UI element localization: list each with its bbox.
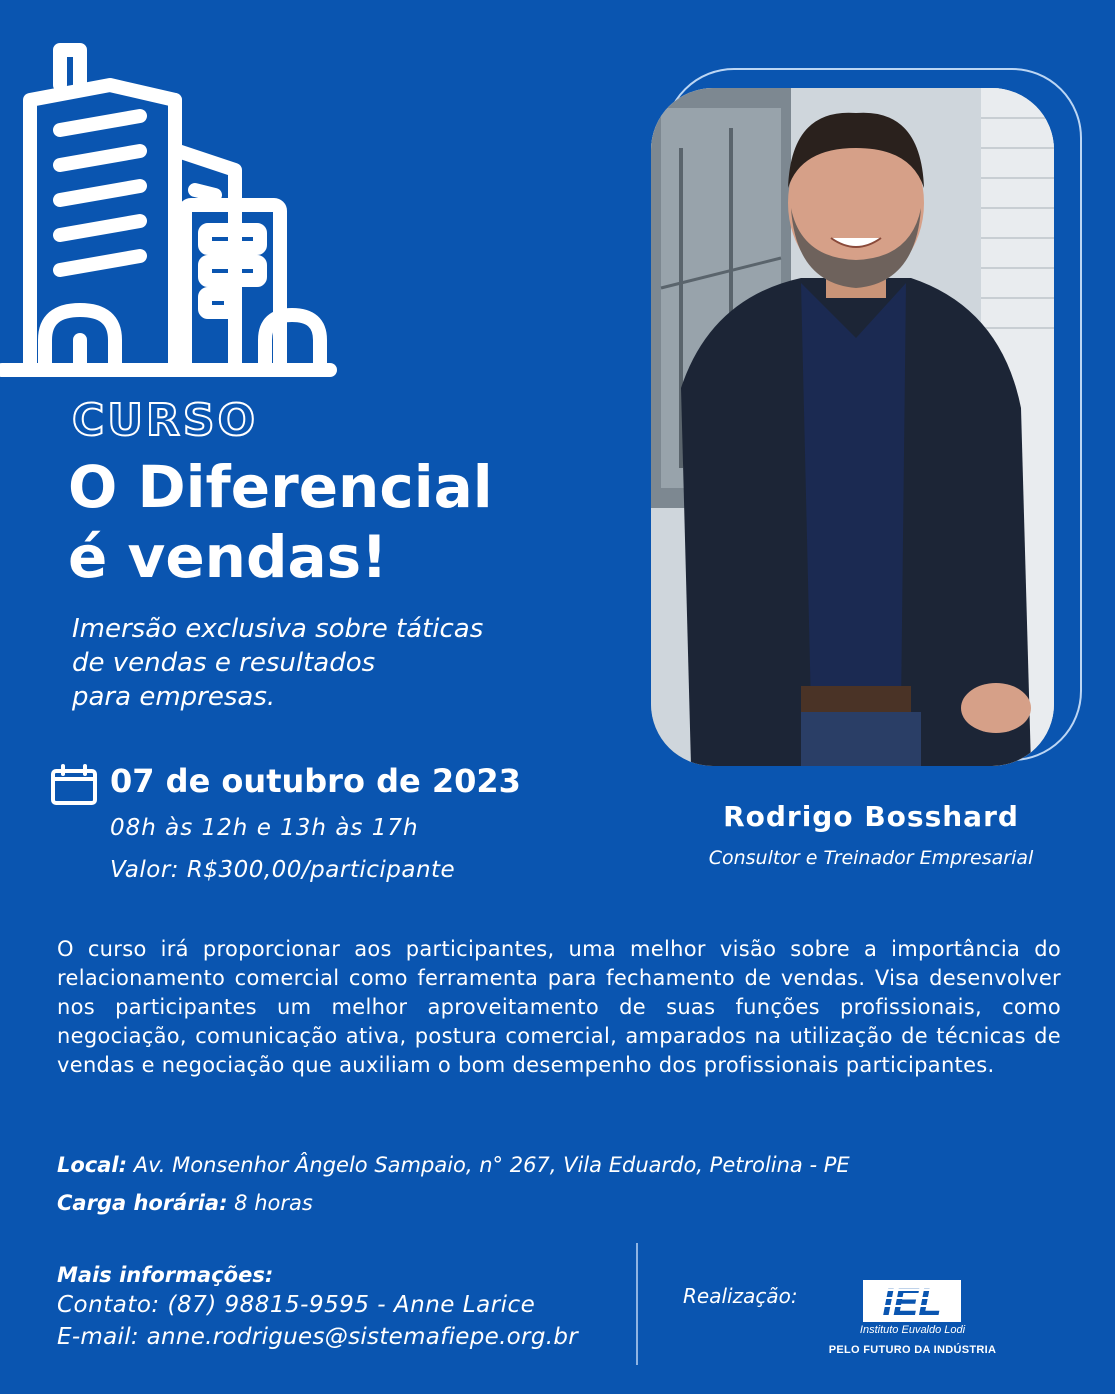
course-subtitle <box>72 612 542 714</box>
workload-value: 8 horas <box>227 1191 313 1215</box>
subtitle-line3: para empresas. <box>72 682 276 712</box>
course-title-line1: O Diferencial <box>68 453 493 521</box>
workload-line <box>57 1191 313 1215</box>
subtitle-line1: Imersão exclusiva sobre táticas <box>72 614 484 644</box>
iel-logo-block <box>810 1278 1015 1374</box>
event-hours: 08h às 12h e 13h às 17h <box>110 815 419 841</box>
building-icon <box>0 40 340 380</box>
speaker-role: Consultor e Treinador Empresarial <box>708 847 1034 869</box>
speaker-photo <box>651 88 1054 766</box>
course-description: O curso irá proporcionar aos participantes, uma melhor visão sobre a importância do relacionamento comercial como ferramenta para fechamento de vendas. Visa desenvolver nos participantes um melhor aproveitamento de suas funções profissionais, como negociação, comunicação ativa, postura comercial, amparados na utilização de técnicas de vendas e negociação que auxiliam o bom desempenho dos profissionais participantes. <box>57 937 1061 1077</box>
iel-tagline: PELO FUTURO DA INDÚSTRIA <box>828 1344 997 1356</box>
calendar-icon <box>50 764 98 806</box>
iel-institute-name: Instituto Euvaldo Lodi <box>859 1324 966 1336</box>
workload-label: Carga horária: <box>57 1191 228 1215</box>
subtitle-line2: de vendas e resultados <box>72 648 376 678</box>
speaker-name: Rodrigo Bosshard <box>723 800 1019 833</box>
contact-heading: Mais informações: <box>57 1263 274 1287</box>
event-price: Valor: R$300,00/participante <box>110 857 456 883</box>
course-title-line2: é vendas! <box>68 523 388 591</box>
contact-phone[interactable]: Contato: (87) 98815-9595 - Anne Larice <box>57 1292 536 1318</box>
course-tag: CURSO <box>72 395 258 446</box>
footer-divider <box>636 1243 638 1365</box>
location-value: Av. Monsenhor Ângelo Sampaio, n° 267, Vila Eduardo, Petrolina - PE <box>127 1153 850 1177</box>
location-label: Local: <box>57 1153 128 1177</box>
iel-logo-text: IEL <box>882 1282 942 1322</box>
contact-email[interactable]: E-mail: anne.rodrigues@sistemafiepe.org.br <box>57 1324 578 1350</box>
realizacao-label: Realização: <box>683 1284 798 1308</box>
location-line <box>57 1153 850 1177</box>
event-date: 07 de outubro de 2023 <box>110 762 521 800</box>
course-title <box>68 452 628 592</box>
iel-logo <box>863 1280 961 1322</box>
